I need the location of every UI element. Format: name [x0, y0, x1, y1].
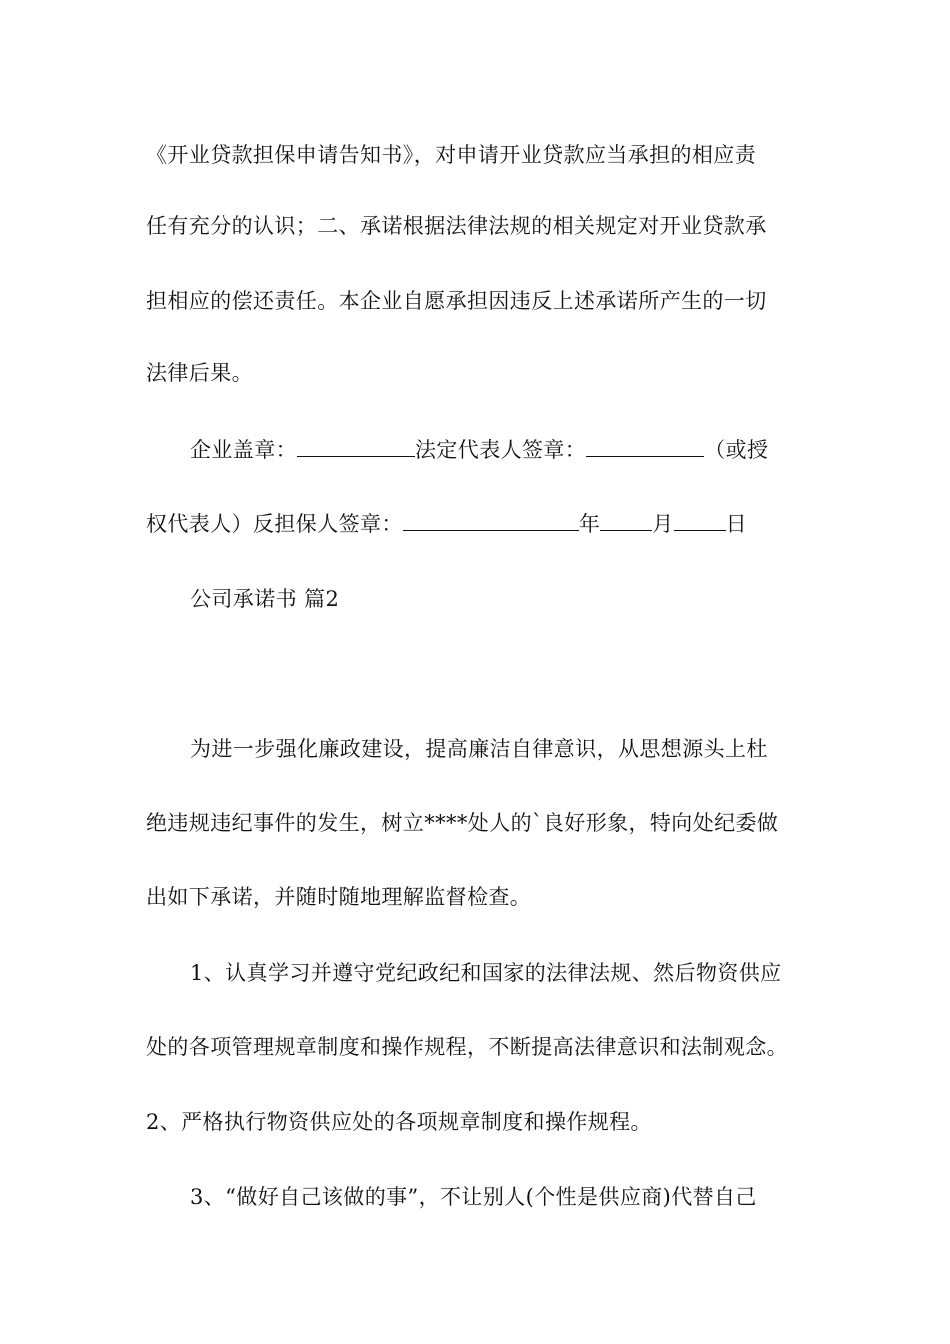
list-item-3: 3、“做好自己该做的事”，不让别人(个性是供应商)代替自己: [190, 1185, 757, 1209]
year-label: 年: [578, 512, 601, 536]
seal-label: 企业盖章：: [190, 438, 297, 462]
paragraph-line: 担相应的偿还责任。本企业自愿承担因违反上述承诺所产生的一切: [146, 289, 767, 313]
signature-line-1: [190, 435, 768, 465]
list-item-1-line: 1、认真学习并遵守党纪政纪和国家的法律法规、然后物资供应: [190, 961, 782, 985]
month-label: 月: [652, 512, 674, 536]
legal-rep-blank: [586, 436, 704, 457]
month-blank: [600, 510, 652, 531]
paragraph-line: 出如下承诺，并随时随地理解监督检查。: [146, 885, 532, 909]
seal-blank: [297, 436, 415, 457]
paragraph-line: 法律后果。: [146, 361, 253, 385]
section-heading: 公司承诺书 篇2: [190, 587, 340, 611]
guarantor-label: 权代表人）反担保人签章：: [146, 512, 403, 536]
list-item-1-line: 处的各项管理规章制度和操作规程，不断提高法律意识和法制观念。: [146, 1035, 788, 1059]
legal-rep-label: 法定代表人签章：: [415, 438, 587, 462]
auth-rep-open: （或授: [704, 438, 769, 462]
paragraph-line: 任有充分的认识；二、承诺根据法律法规的相关规定对开业贷款承: [146, 214, 767, 238]
day-blank: [674, 510, 726, 531]
signature-line-2: [146, 509, 747, 539]
day-label: 日: [725, 512, 748, 536]
paragraph-line: 《开业贷款担保申请告知书》，对申请开业贷款应当承担的相应责: [146, 143, 757, 167]
guarantor-blank: [403, 510, 579, 531]
list-item-2: 2、严格执行物资供应处的各项规章制度和操作规程。: [146, 1110, 652, 1134]
paragraph-line: 绝违规违纪事件的发生，树立****处人的`良好形象，特向处纪委做: [146, 811, 779, 835]
paragraph-line: 为进一步强化廉政建设，提高廉洁自律意识，从思想源头上杜: [190, 737, 768, 761]
